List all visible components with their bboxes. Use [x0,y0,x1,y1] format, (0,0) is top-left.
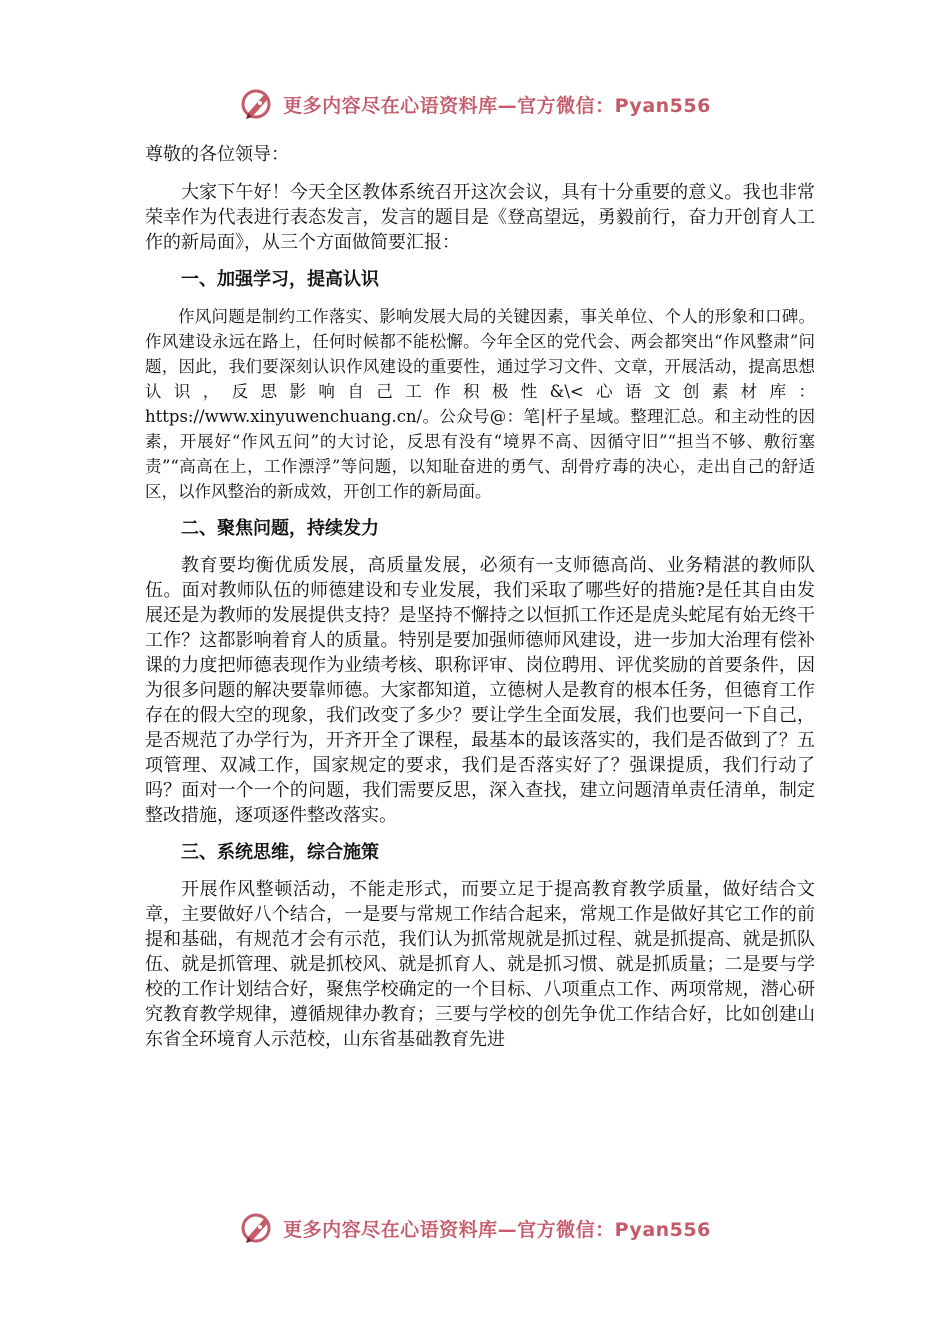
pen-logo-icon [239,86,275,122]
intro-paragraph: 大家下午好！今天全区教体系统召开这次会议，具有十分重要的意义。我也非常荣幸作为代表进行表态发言，发言的题目是《登高望远，勇毅前行，奋力开创育人工作的新局面》，从三个方面做简要汇报： [145,182,815,253]
section-1-body: 作风问题是制约工作落实、影响发展大局的关键因素，事关单位、个人的形象和口碑。作风建设永远在路上，任何时候都不能松懈。今年全区的党代会、两会都突出“作风整肃”问题，因此，我们要深刻认识作风建设的重要性，通过学习文件、文章，开展活动，提高思想认识，反思影响自己工作积极性&\<心语文创素材库：https://www.xinyuwenchuang.cn/。公众号@：笔|杆子星域。整理汇总。和主动性的因素，开展好“作风五问”的大讨论，反思有没有“境界不高、因循守旧”“担当不够、敷衍塞责”“高高在上，工作漂浮”等问题，以知耻奋进的勇气、刮骨疗毒的决心，走出自己的舒适区，以作风整治的新成效，开创工作的新局面。 [145,307,815,501]
section-3-body: 开展作风整顿活动，不能走形式，而要立足于提高教育教学质量，做好结合文章，主要做好八个结合，一是要与常规工作结合起来，常规工作是做好其它工作的前提和基础，有规范才会有示范，我们认为抓常规就是抓过程、就是抓提高、就是抓队伍、就是抓管理、就是抓校风、就是抓育人、就是抓习惯、就是抓质量；二是要与学校的工作计划结合好，聚焦学校确定的一个目标、八项重点工作、两项常规，潜心研究教育教学规律，遵循规律办教育；三要与学校的创先争优工作结合好，比如创建山东省全环境育人示范校，山东省基础教育先进 [145,879,815,1050]
greeting: 尊敬的各位领导： [145,144,289,165]
section-2-body: 教育要均衡优质发展，高质量发展，必须有一支师德高尚、业务精湛的教师队伍。面对教师队伍的师德建设和专业发展，我们采取了哪些好的措施?是任其自由发展还是为教师的发展提供支持？是坚持不懈持之以恒抓工作还是虎头蛇尾有始无终干工作？这都影响着育人的质量。特别是要加强师德师风建设，进一步加大治理有偿补课的力度把师德表现作为业绩考核、职称评审、岗位聘用、评优奖励的首要条件，因为很多问题的解决要靠师德。大家都知道，立德树人是教育的根本任务，但德育工作存在的假大空的现象，我们改变了多少？要让学生全面发展，我们也要问一下自己，是否规范了办学行为，开齐开全了课程，最基本的最该落实的，我们是否做到了？五项管理、双减工作，国家规定的要求，我们是否落实好了？强课提质，我们行动了吗？面对一个一个的问题，我们需要反思，深入查找，建立问题清单责任清单，制定整改措施，逐项逐件整改落实。 [145,555,815,826]
section-2-heading: 二、聚焦问题，持续发力 [181,518,379,539]
pen-logo-icon [239,1210,275,1246]
section-3-heading: 三、系统思维，综合施策 [181,842,379,863]
header-banner [0,82,950,126]
footer-banner [0,1206,950,1250]
document-body [145,142,815,1064]
section-1-heading: 一、加强学习，提高认识 [181,269,379,290]
banner-text: 更多内容尽在心语资料库—官方微信：Pyan556 [283,1218,711,1241]
banner-text: 更多内容尽在心语资料库—官方微信：Pyan556 [283,94,711,117]
